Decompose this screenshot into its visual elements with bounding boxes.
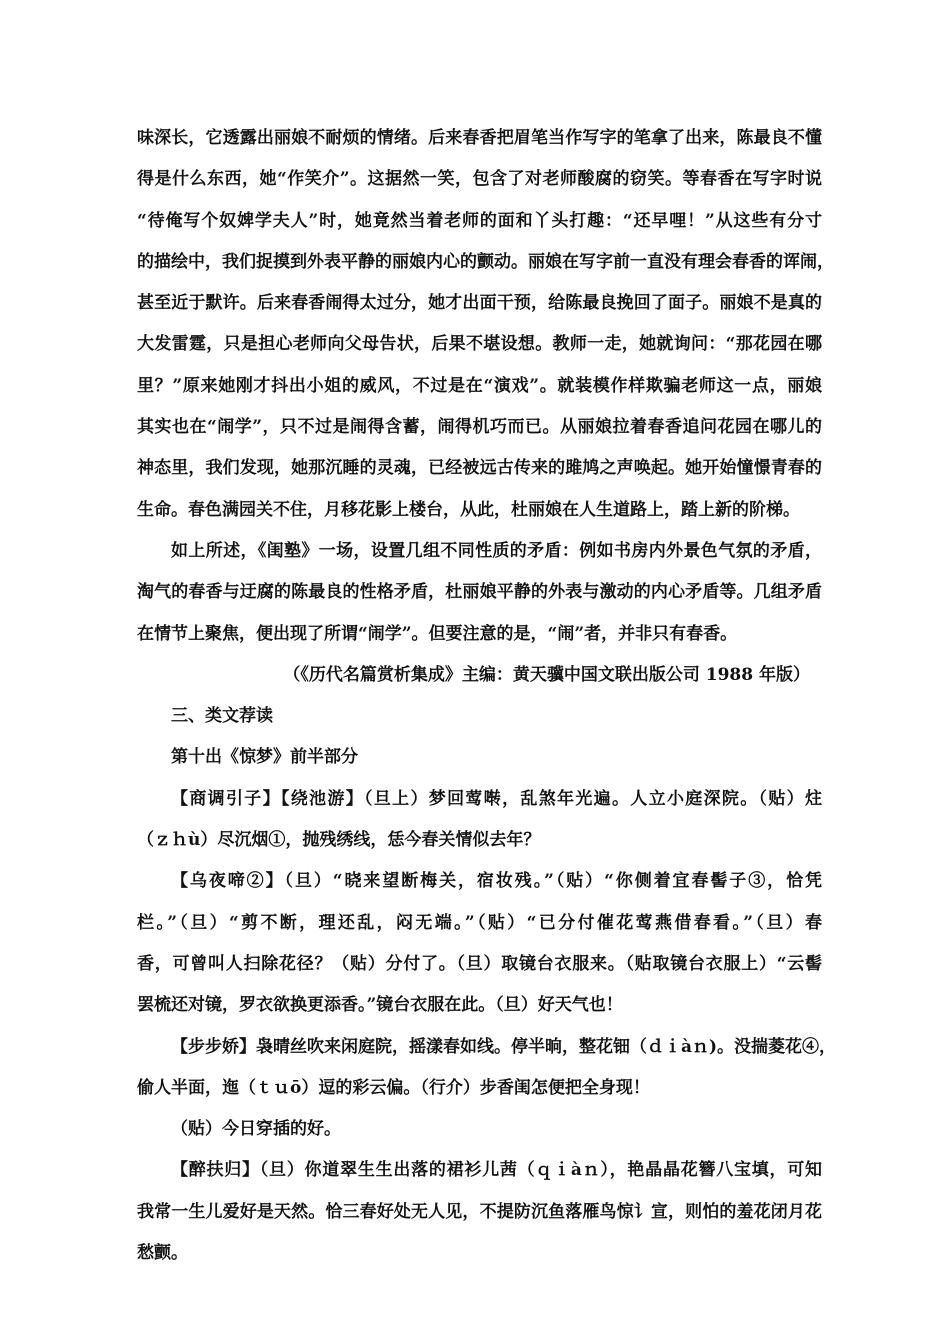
script-line: （ｚｈù）尽沉烟①，抛残绣线，恁今春关情似去年？ <box>137 830 541 851</box>
script-line: 栏。”（旦）“剪不断，理还乱，闷无端。”（贴）“已分付催花莺燕借春看。”（旦）春 <box>137 912 822 933</box>
script-line: 偷人半面，迤（ｔｕō）逗的彩云偏。（行介）步香闺怎便把全身现！ <box>137 1077 650 1098</box>
text-line: 大发雷霆，只是担心老师向父母告状，后果不堪设想。教师一走，她就询问：“那花园在哪 <box>137 334 822 355</box>
script-line: 我常一生儿爱好是天然。恰三春好处无人见，不提防沉鱼落雁鸟惊讠宣，则怕的羞花闭月花 <box>137 1201 822 1222</box>
section-heading: 三、类文荐读 <box>171 706 273 727</box>
script-line: 【乌夜啼②】（旦）“晓来望断梅关，宿妆残。”（贴）“你侧着宜春髻子③，恰凭 <box>171 871 822 892</box>
text-line: “待俺写个奴婢学夫人”时，她竟然当着老师的面和丫头打趣：“还早哩！”从这些有分寸 <box>137 210 822 231</box>
text-line: 里？”原来她刚才抖出小姐的威风，不过是在“演戏”。就装模作样欺骗老师这一点，丽娘 <box>137 375 822 396</box>
paragraph-start-line: 如上所述，《闺塾》一场，设置几组不同性质的矛盾：例如书房内外景色气氛的矛盾， <box>171 540 822 561</box>
script-line: 【商调引子】【绕池游】（旦上）梦回莺啭，乱煞年光遍。人立小庭深院。（贴）炷 <box>171 788 822 809</box>
script-line: 罢梳还对镜，罗衣欲换更添香。”镜台衣服在此。（旦）好天气也！ <box>137 995 623 1016</box>
text-line: 的描绘中，我们捉摸到外表平静的丽娘内心的颤动。丽娘在写字前一直没有理会春香的诨闹， <box>137 251 834 272</box>
script-line: 【步步娇】袅晴丝吹来闲庭院，摇漾春如线。停半晌，整花钿（ｄｉàｎ)。没揣菱花④， <box>171 1036 837 1057</box>
text-line: 得是什么东西，她“作笑介”。这据然一笑，包含了对老师酸腐的窃笑。等春香在写字时说 <box>137 169 822 190</box>
text-line: 淘气的春香与迂腐的陈最良的性格矛盾，杜丽娘平静的外表与激动的内心矛盾等。几组矛盾 <box>137 582 822 603</box>
text-line: 生命。春色满园关不住，月移花影上楼台，从此，杜丽娘在人生道路上，踏上新的阶梯。 <box>137 499 800 520</box>
source-citation: （《历代名篇赏析集成》主编：黄天骥中国文联出版公司 1988 年版） <box>283 664 810 685</box>
script-line: 【醉扶归】（旦）你道翠生生出落的裙衫儿茜（ｑｉàｎ），艳晶晶花簪八宝填，可知 <box>171 1160 822 1181</box>
script-line: 愁颤。 <box>137 1243 188 1264</box>
text-line: 在情节上聚焦，便出现了所谓“闹学”。但要注意的是，“闹”者，并非只有春香。 <box>137 623 738 644</box>
script-line: （贴）今日穿插的好。 <box>171 1119 341 1140</box>
text-line: 其实也在“闹学”，只不过是闹得含蓄，闹得机巧而已。从丽娘拉着春香追问花园在哪儿的 <box>137 417 822 438</box>
text-line: 味深长，它透露出丽娘不耐烦的情绪。后来春香把眉笔当作写字的笔拿了出来，陈最良不懂 <box>137 128 822 148</box>
document-page <box>137 118 837 1274</box>
text-line: 甚至近于默许。后来春香闹得太过分，她才出面干预，给陈最良挽回了面子。丽娘不是真的 <box>137 293 822 314</box>
text-line: 神态里，我们发现，她那沉睡的灵魂，已经被远古传来的雎鸠之声唤起。她开始憧憬青春的 <box>137 458 822 479</box>
script-line: 香，可曾叫人扫除花径？（贴）分付了。（旦）取镜台衣服来。（贴取镜台衣服上）“云髻 <box>137 953 822 974</box>
excerpt-title: 第十出《惊梦》前半部分 <box>171 747 358 768</box>
